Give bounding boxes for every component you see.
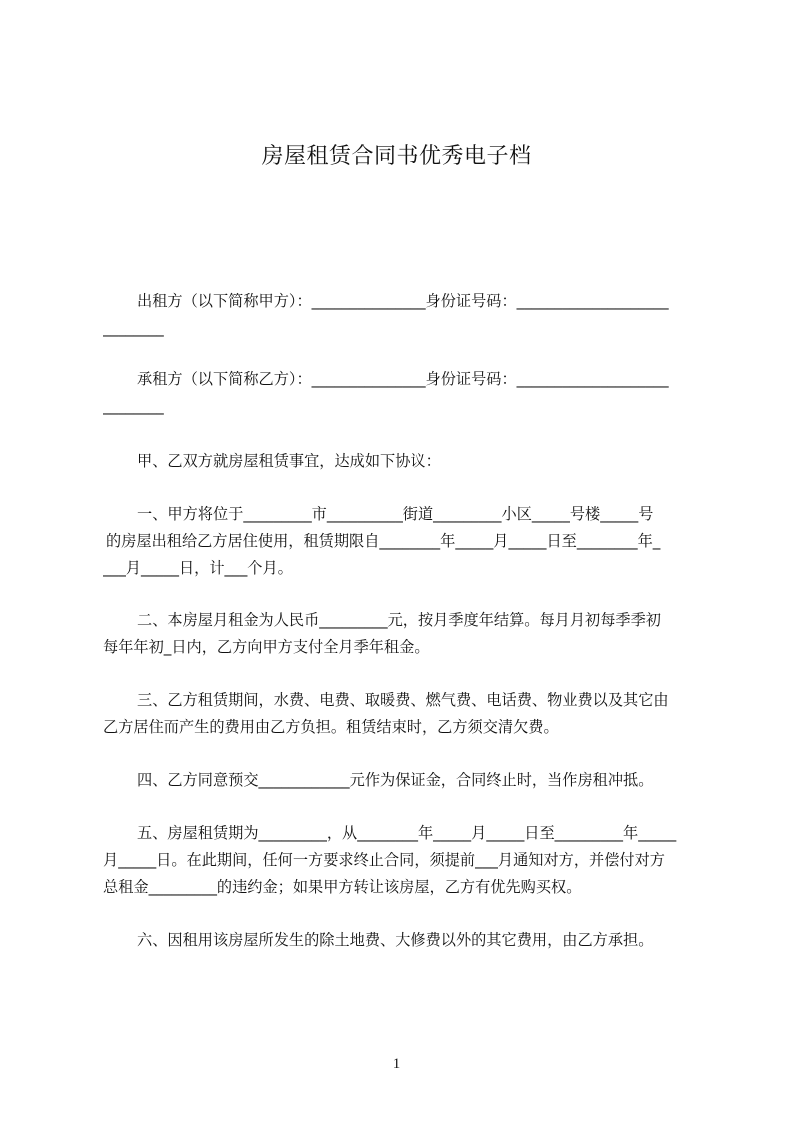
lessee-paragraph: [103, 366, 701, 420]
intro-line: 甲、乙双方就房屋租赁事宜，达成如下协议：: [137, 452, 441, 470]
lessee-line-2: ________: [103, 397, 164, 415]
lessee-line-1: 承租方（以下简称乙方）：_______________身份证号码：____________________: [137, 370, 669, 388]
clause-4-paragraph: [103, 767, 701, 794]
clause-2-paragraph: [103, 607, 701, 661]
lessor-paragraph: [103, 288, 701, 342]
intro-paragraph: [103, 448, 701, 475]
clause-1-line-2: 的房屋出租给乙方居住使用，租赁期限自________年_____月_____日至________年_: [106, 532, 661, 550]
clause-1-line-3: ___月_____日，计___个月。: [103, 559, 293, 577]
clause-3-line-2: 乙方居住而产生的费用由乙方负担。租赁结束时，乙方须交清欠费。: [103, 718, 559, 736]
clause-6-paragraph: [103, 927, 701, 954]
clause-2-line-2: 每年年初_日内，乙方向甲方支付全月季年租金。: [103, 638, 430, 656]
lessor-line-2: ________: [103, 319, 164, 337]
clause-3-line-1: 三、乙方租赁期间，水费、电费、取暖费、燃气费、电话费、物业费以及其它由: [137, 691, 669, 709]
clause-5-line-3: 总租金_________的违约金；如果甲方转让该房屋，乙方有优先购买权。: [103, 878, 582, 896]
clause-1-paragraph: [103, 501, 701, 582]
lessor-line-1: 出租方（以下简称甲方）：_______________身份证号码：____________________: [137, 292, 669, 310]
clause-1-line-1: 一、甲方将位于_________市__________街道_________小区_____号楼_____号: [137, 505, 654, 523]
document-title: 房屋租赁合同书优秀电子档: [261, 144, 532, 169]
clause-2-line-1: 二、本房屋月租金为人民币_________元，按月季度年结算。每月月初每季季初: [137, 611, 661, 629]
clause-6-line-1: 六、因租用该房屋所发生的除土地费、大修费以外的其它费用，由乙方承担。: [137, 931, 654, 949]
clause-5-line-1: 五、房屋租赁期为_________，从________年_____月_____日至_________年_____: [137, 824, 677, 842]
clause-4-line-1: 四、乙方同意预交____________元作为保证金，合同终止时，当作房租冲抵。: [137, 771, 654, 789]
page-number: 1: [392, 1056, 401, 1072]
clause-5-paragraph: [103, 820, 701, 901]
clause-3-paragraph: [103, 687, 701, 741]
clause-5-line-2: 月_____日。在此期间，任何一方要求终止合同，须提前___月通知对方，并偿付对方: [103, 851, 665, 869]
